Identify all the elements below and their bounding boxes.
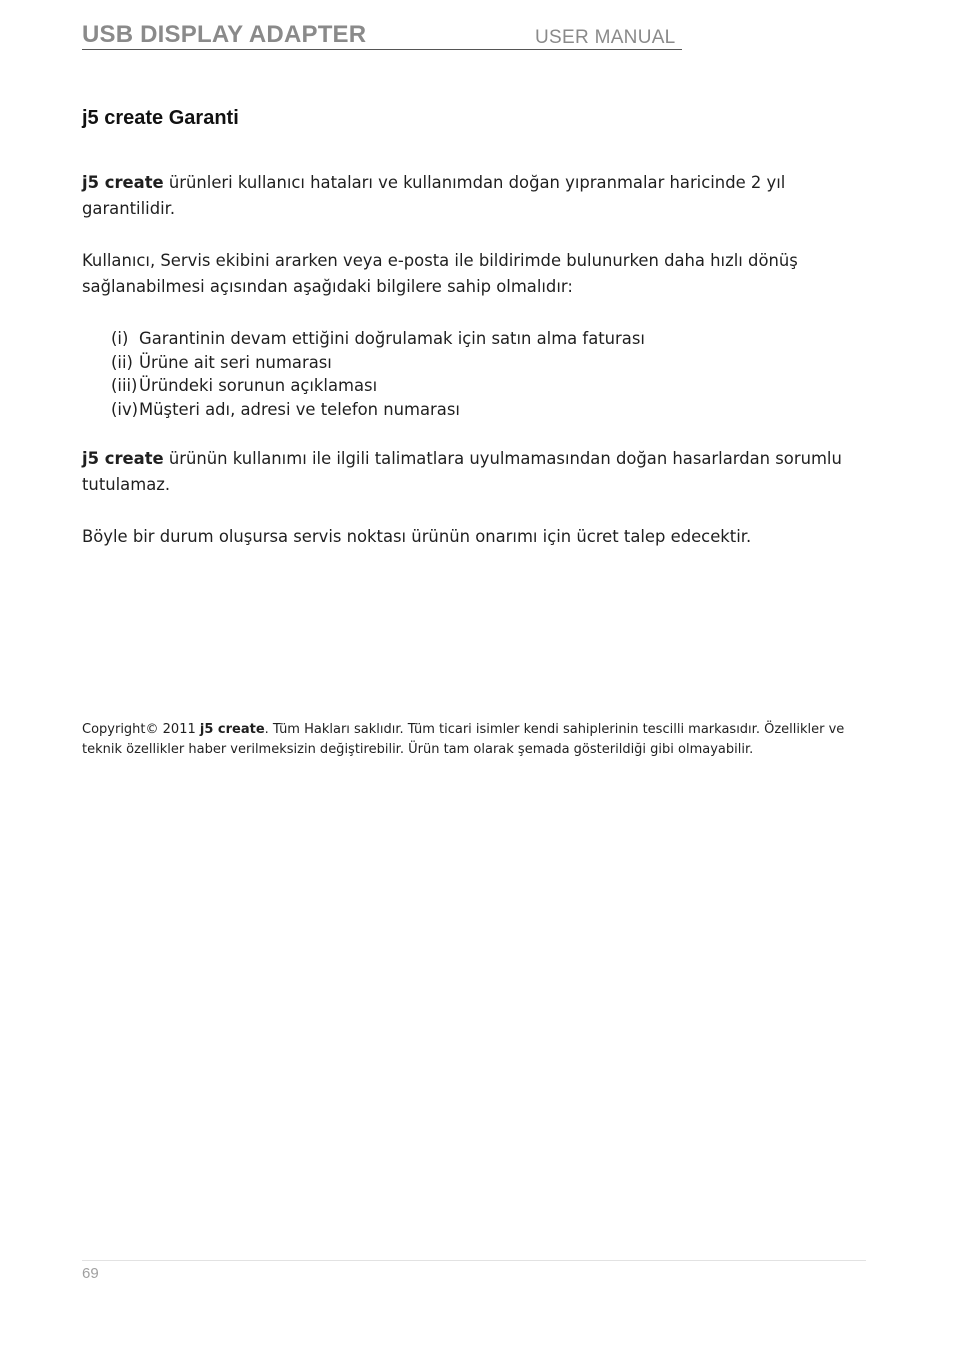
list-item-number: (iv) xyxy=(111,399,139,419)
brand-name: j5 create xyxy=(82,173,164,192)
list-item-text: Üründeki sorunun açıklaması xyxy=(139,376,378,395)
copyright-prefix: Copyright© 2011 xyxy=(82,722,200,737)
list-item-text: Müşteri adı, adresi ve telefon numarası xyxy=(139,399,460,419)
paragraph-text: ürünün kullanımı ile ilgili talimatlara uyulmamasından doğan hasarlardan sorumlu tutulamaz. xyxy=(82,449,842,494)
required-info-list xyxy=(111,327,645,421)
repair-fee-paragraph: Böyle bir durum oluşursa servis noktası ürünün onarımı için ücret talep edecektir. xyxy=(82,527,752,546)
page-number: 69 xyxy=(82,1265,99,1282)
copyright-text: . Tüm Hakları saklıdır. Tüm ticari isimler kendi sahiplerinin tescilli markasıdır. Özellikler ve teknik özellikler haber verilmeksizin değiştirebilir. Ürün tam olarak şemada gösterildiği gibi olmayabilir. xyxy=(82,722,845,757)
list-item xyxy=(111,398,645,422)
footer-divider xyxy=(82,1260,866,1261)
list-item-text: Garantinin devam ettiğini doğrulamak için satın alma faturası xyxy=(139,329,645,348)
paragraph-text: ürünleri kullanıcı hataları ve kullanımdan doğan yıpranmalar haricinde 2 yıl garantilidir. xyxy=(82,173,786,218)
required-info-paragraph: Kullanıcı, Servis ekibini ararken veya e-posta ile bildirimde bulunurken daha hızlı dönüş sağlanabilmesi açısından aşağıdaki bilgilere sahip olmalıdır: xyxy=(82,251,798,296)
list-item-text: Ürüne ait seri numarası xyxy=(139,352,332,372)
liability-paragraph xyxy=(82,446,882,498)
list-item-number: (ii) xyxy=(111,352,133,372)
list-item-number: (iii) xyxy=(111,376,138,395)
header-manual-label: USER MANUAL xyxy=(535,27,676,48)
list-item xyxy=(111,327,645,351)
brand-name: j5 create xyxy=(199,722,265,737)
section-title: j5 create Garanti xyxy=(82,107,239,129)
list-item xyxy=(111,374,645,398)
header-product-title: USB DISPLAY ADAPTER xyxy=(82,21,367,48)
copyright-notice xyxy=(82,720,872,759)
brand-name: j5 create xyxy=(82,449,164,468)
page-header xyxy=(82,21,682,50)
list-item xyxy=(111,351,645,375)
warranty-paragraph xyxy=(82,170,882,222)
list-item-number: (i) xyxy=(111,329,129,348)
